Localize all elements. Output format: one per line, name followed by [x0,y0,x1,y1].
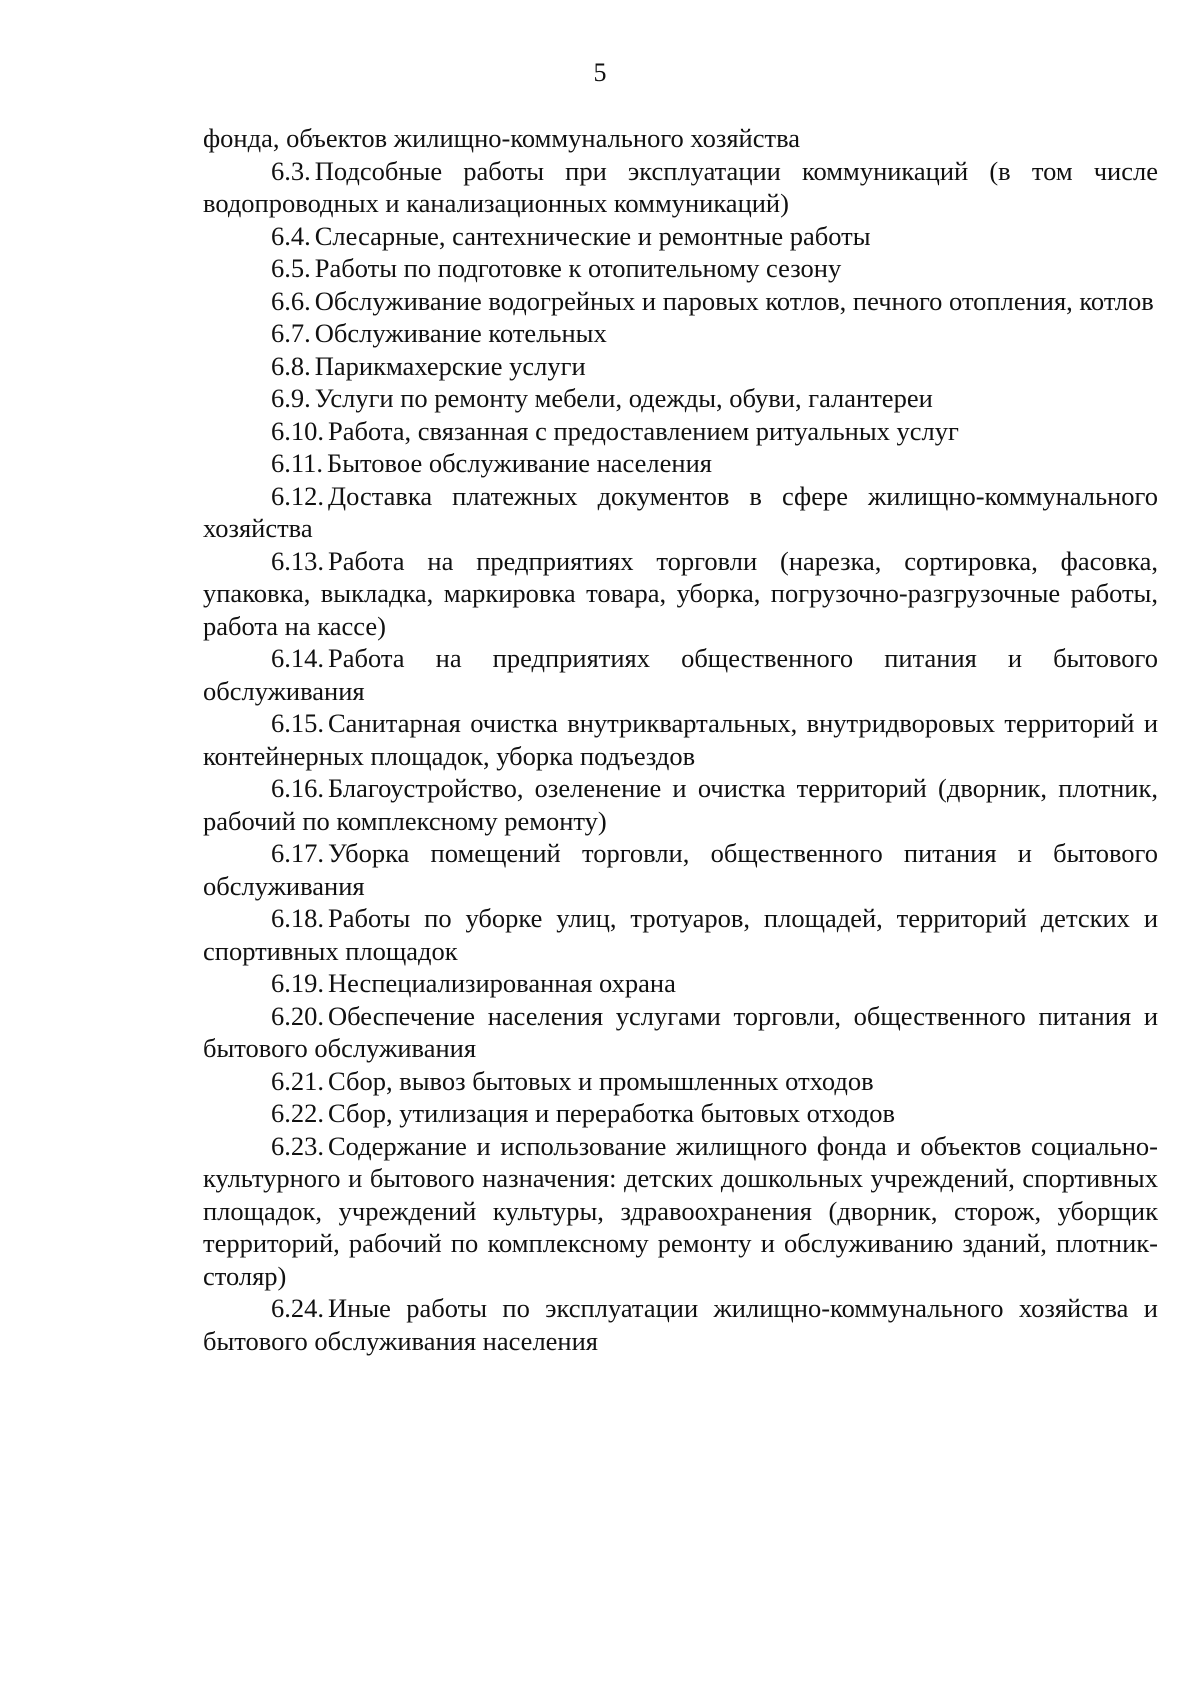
list-item [203,1000,1158,1065]
item-text: Услуги по ремонту мебели, одежды, обуви, галантереи [314,383,933,413]
list-item [203,902,1158,967]
list-item [203,317,1158,350]
item-text: Работа на предприятиях общественного питания и бытового обслуживания [203,643,1158,706]
item-text: Сбор, утилизация и переработка бытовых отходов [328,1098,896,1128]
item-text: Подсобные работы при эксплуатации коммуникаций (в том числе водопроводных и канализационных коммуникаций) [203,155,1158,218]
list-item [203,642,1158,707]
list-item [203,837,1158,902]
list-item [203,1292,1158,1357]
item-text: Работы по подготовке к отопительному сезону [314,253,842,283]
item-text: Работа, связанная с предоставлением ритуальных услуг [328,415,959,446]
item-text: Доставка платежных документов в сфере жилищно-коммунального хозяйства [203,480,1158,543]
list-item [203,382,1158,415]
page-number: 5 [593,58,607,87]
list-item [203,252,1158,285]
item-number: 6.16. [271,773,324,803]
item-text: Работа на предприятиях торговли (нарезка, сортировка, фасовка, упаковка, выкладка, маркировка товара, уборка, погрузочно-разгрузочные работы, работа на кассе) [203,545,1158,641]
list-item [203,447,1158,480]
list-item [203,1130,1158,1293]
item-number: 6.9. [271,383,311,413]
item-number: 6.8. [271,350,311,381]
item-number: 6.21. [271,1065,324,1096]
item-number: 6.22. [271,1098,324,1128]
item-number: 6.12. [271,480,324,511]
item-text: Обеспечение населения услугами торговли, общественного питания и бытового обслуживания [203,1000,1158,1063]
item-number: 6.14. [271,643,324,673]
item-number: 6.15. [271,708,324,738]
item-text: Иные работы по эксплуатации жилищно-коммунального хозяйства и бытового обслуживания населения [203,1293,1158,1356]
item-number: 6.3. [271,155,311,186]
item-number: 6.11. [271,448,324,478]
list-item [203,220,1158,253]
item-number: 6.18. [271,903,324,933]
list-item [203,285,1158,318]
item-text: Санитарная очистка внутриквартальных, внутридворовых территорий и контейнерных площадок, уборка подъездов [203,708,1158,771]
list-item [203,155,1158,220]
item-number: 6.10. [271,415,324,446]
list-item [203,772,1158,837]
item-text: Неспециализированная охрана [328,968,676,998]
item-text: Благоустройство, озеленение и очистка территорий (дворник, плотник, рабочий по комплексному ремонту) [203,773,1158,836]
item-text: Парикмахерские услуги [314,350,586,381]
item-text: Слесарные, сантехнические и ремонтные работы [314,220,871,251]
item-number: 6.23. [271,1130,324,1161]
item-text: Работы по уборке улиц, тротуаров, площадей, территорий детских и спортивных площадок [203,903,1158,966]
list-item [203,480,1158,545]
item-text: Обслуживание водогрейных и паровых котлов, печного отопления, котлов [314,285,1154,316]
item-text: фонда, объектов жилищно-коммунального хозяйства [203,123,801,153]
item-number: 6.7. [271,318,311,348]
item-number: 6.5. [271,253,311,283]
item-number: 6.13. [271,545,324,576]
item-number: 6.17. [271,838,324,868]
item-text: Обслуживание котельных [314,318,607,348]
list-item [203,545,1158,643]
item-text: Бытовое обслуживание населения [327,448,712,478]
item-text: Сбор, вывоз бытовых и промышленных отходов [328,1065,874,1096]
list-item [203,1065,1158,1098]
item-number: 6.24. [271,1293,324,1323]
list-item [203,122,1158,155]
item-number: 6.19. [271,968,324,998]
list-item [203,1097,1158,1130]
list-item [203,350,1158,383]
list-item [203,707,1158,772]
item-text: Содержание и использование жилищного фонда и объектов социально-культурного и бытового назначения: детских дошкольных учреждений, спортивных площадок, учреждений культуры, здравоохранения (дворник, сторож, уборщик территорий, рабочий по комплексному ремонту и обслуживанию зданий, плотник-столяр) [203,1130,1158,1291]
item-number: 6.4. [271,220,311,251]
list-item [203,415,1158,448]
list-item [203,967,1158,1000]
item-number: 6.6. [271,285,311,316]
document-body [203,122,1158,1357]
item-number: 6.20. [271,1000,324,1031]
item-text: Уборка помещений торговли, общественного питания и бытового обслуживания [203,838,1158,901]
